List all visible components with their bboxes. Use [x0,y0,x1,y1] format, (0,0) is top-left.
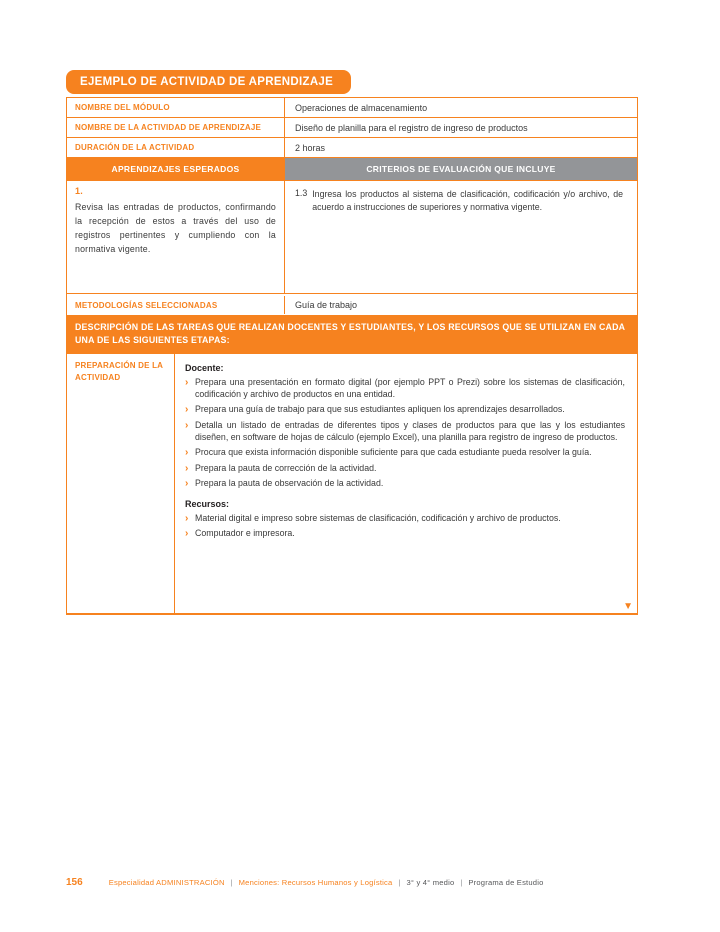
recursos-item-text: Material digital e impreso sobre sistemas de clasificación, codificación y archivo de productos. [195,512,561,523]
bullet-icon: › [185,528,189,539]
value-metodologias: Guía de trabajo [295,300,358,310]
list-item [185,403,625,417]
header-aprendizajes-esperados: APRENDIZAJES ESPERADOS [67,158,285,180]
label-nombre-modulo: NOMBRE DEL MÓDULO [67,98,285,117]
bullet-icon: › [185,478,189,489]
list-item [185,477,625,491]
table-row-duracion [67,138,637,158]
list-item [185,419,625,445]
aprendizaje-criterio-row [67,181,637,294]
bullet-icon: › [185,447,189,458]
preparacion-row [67,354,637,614]
docente-heading: Docente: [185,362,224,373]
label-preparacion-actividad: PREPARACIÓN DE LA ACTIVIDAD [67,354,175,613]
activity-title-badge: EJEMPLO DE ACTIVIDAD DE APRENDIZAJE [66,70,351,94]
list-item [185,376,625,402]
footer-nivel: 3° y 4° medio [406,878,455,887]
bullet-icon: › [185,376,189,388]
docente-item-text: Procura que exista información disponible suficiente para que cada estudiante pueda resolver la guía. [195,447,592,457]
value-nombre-modulo: Operaciones de almacenamiento [295,103,428,113]
docente-item-text: Prepara la pauta de corrección de la actividad. [195,462,377,473]
recursos-item-text: Computador e impresora. [195,528,295,538]
footer-especialidad: Especialidad ADMINISTRACIÓN [108,878,225,887]
footer-menciones: Menciones: Recursos Humanos y Logística [238,878,393,887]
list-item [185,512,625,526]
docente-item-text: Detalla un listado de entradas de diferentes tipos y clases de productos para que las y los estudiantes diseñen, en software de hojas de cálculo (ejemplo Excel), una planilla para registro de ingreso de productos. [195,419,625,443]
bullet-icon: › [185,512,189,524]
activity-sheet [66,70,638,615]
label-metodologias: METODOLOGÍAS SELECCIONADAS [67,296,285,314]
value-duracion: 2 horas [295,143,326,153]
label-duracion: DURACIÓN DE LA ACTIVIDAD [67,138,285,157]
bullet-icon: › [185,462,189,474]
bullet-icon: › [185,404,189,415]
table-row-metodologias [67,294,637,316]
aprendizaje-esperado-cell [67,181,285,293]
header-criterios-evaluacion: CRITERIOS DE EVALUACIÓN QUE INCLUYE [285,158,637,180]
table-row-nombre-modulo [67,98,637,118]
list-item [185,462,625,476]
criterio-text: Ingresa los productos al sistema de clasificación, codificación y/o archivo, de acuerdo a instrucciones de superiores y normativa vigente. [312,189,623,213]
docente-list [185,376,625,491]
aprendizaje-text: Revisa las entradas de productos, confirmando la recepción de estos a través del uso de registros pertinentes y cumpliendo con la normativa vigente. [75,202,276,255]
descripcion-tareas-banner: DESCRIPCIÓN DE LAS TAREAS QUE REALIZAN DOCENTES Y ESTUDIANTES, Y LOS RECURSOS QUE SE UTILIZAN EN CADA UNA DE LAS SIGUIENTES ETAPAS: [67,316,637,354]
footer-separator: | [460,878,463,887]
preparacion-content [175,354,637,613]
page-number: 156 [66,877,83,888]
section-header-row [67,158,637,181]
page-footer [66,877,646,888]
aprendizaje-number: 1. [75,186,83,196]
recursos-list [185,512,625,541]
list-item [185,527,625,541]
docente-item-text: Prepara una presentación en formato digital (por ejemplo PPT o Prezi) sobre los sistemas de clasificación, codificación y archivo de productos en una entidad. [195,376,625,400]
recursos-heading: Recursos: [185,498,230,509]
docente-item-text: Prepara una guía de trabajo para que sus estudiantes apliquen los aprendizajes desarrollados. [195,404,565,414]
list-item [185,446,625,460]
footer-separator: | [398,878,401,887]
docente-item-text: Prepara la pauta de observación de la actividad. [195,478,384,488]
footer-programa: Programa de Estudio [468,878,544,887]
label-nombre-actividad: NOMBRE DE LA ACTIVIDAD DE APRENDIZAJE [67,118,285,137]
table-continues-icon: ▼ [623,600,633,612]
value-nombre-actividad: Diseño de planilla para el registro de ingreso de productos [295,123,528,133]
footer-separator: | [230,878,233,887]
criterio-evaluacion-cell [285,181,637,293]
criterio-number: 1.3 [295,188,308,198]
bullet-icon: › [185,419,189,431]
table-row-nombre-actividad [67,118,637,138]
activity-table [66,97,638,615]
